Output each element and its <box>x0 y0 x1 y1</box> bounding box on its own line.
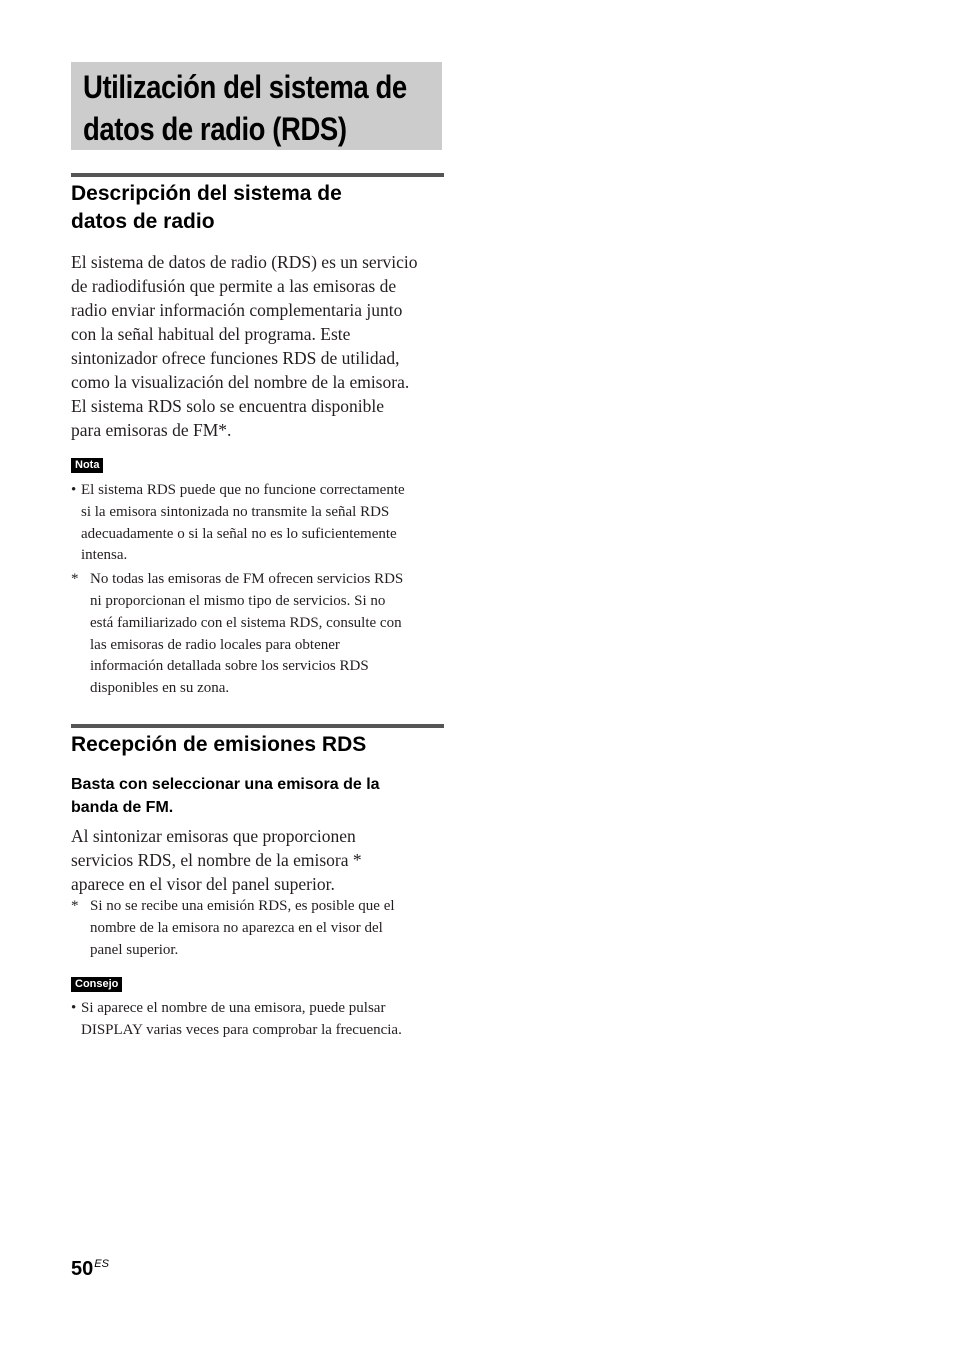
section-lead-recepcion: Basta con seleccionar una emisora de la banda de FM. <box>71 776 380 816</box>
tip-list <box>71 998 451 1042</box>
section-divider <box>71 173 444 177</box>
asterisk-icon: * <box>71 898 79 914</box>
page-title-line-2: datos de radio (RDS) <box>83 111 347 147</box>
section-body-descripcion: El sistema de datos de radio (RDS) es un servicio de radiodifusión que permite a las emisoras de radio enviar información complementaria junto con la señal habitual del programa. Este sintonizador ofrece funciones RDS de utilidad, como la visualización del nombre de la emisora. El sistema RDS solo se encuentra disponible para emisoras de FM*. <box>71 252 418 440</box>
note-list <box>71 480 451 700</box>
section-body-recepcion: Al sintonizar emisoras que proporcionen servicios RDS, el nombre de la emisora * aparece en el visor del panel superior. <box>71 826 362 894</box>
note-label: Nota <box>71 458 103 473</box>
section-heading-descripcion: Descripción del sistema de datos de radio <box>71 182 342 233</box>
tip-bullet-item: • Si aparece el nombre de una emisora, puede pulsar DISPLAY varias veces para comprobar la frecuencia. <box>71 1000 402 1038</box>
page-language-suffix: ES <box>94 1258 109 1270</box>
footnote-list <box>71 896 451 961</box>
asterisk-icon: * <box>71 571 79 588</box>
tip-label: Consejo <box>71 977 122 992</box>
section-divider <box>71 724 444 728</box>
footnote-item: * No todas las emisoras de FM ofrecen servicios RDS ni proporcionan el mismo tipo de servicios. Si no está familiarizado con el sistema RDS, consulte con las emisoras de radio locales para obtener información detallada sobre los servicios RDS disponibles en su zona. <box>71 571 404 697</box>
page-title <box>71 62 442 150</box>
footnote-item: * Si no se recibe una emisión RDS, es posible que el nombre de la emisora no aparezca en el visor del panel superior. <box>71 898 395 958</box>
page-number: $50^{ES}$ <box>71 1258 109 1280</box>
bullet-icon: • <box>71 482 77 498</box>
section-heading-recepcion: Recepción de emisiones RDS <box>71 733 367 756</box>
bullet-icon: • <box>71 1000 77 1016</box>
page-title-line-1: Utilización del sistema de <box>83 69 407 105</box>
note-bullet-item: • El sistema RDS puede que no funcione correctamente si la emisora sintonizada no transmite la señal RDS adecuadamente o si la señal no es lo suficientemente intensa. <box>71 482 405 564</box>
